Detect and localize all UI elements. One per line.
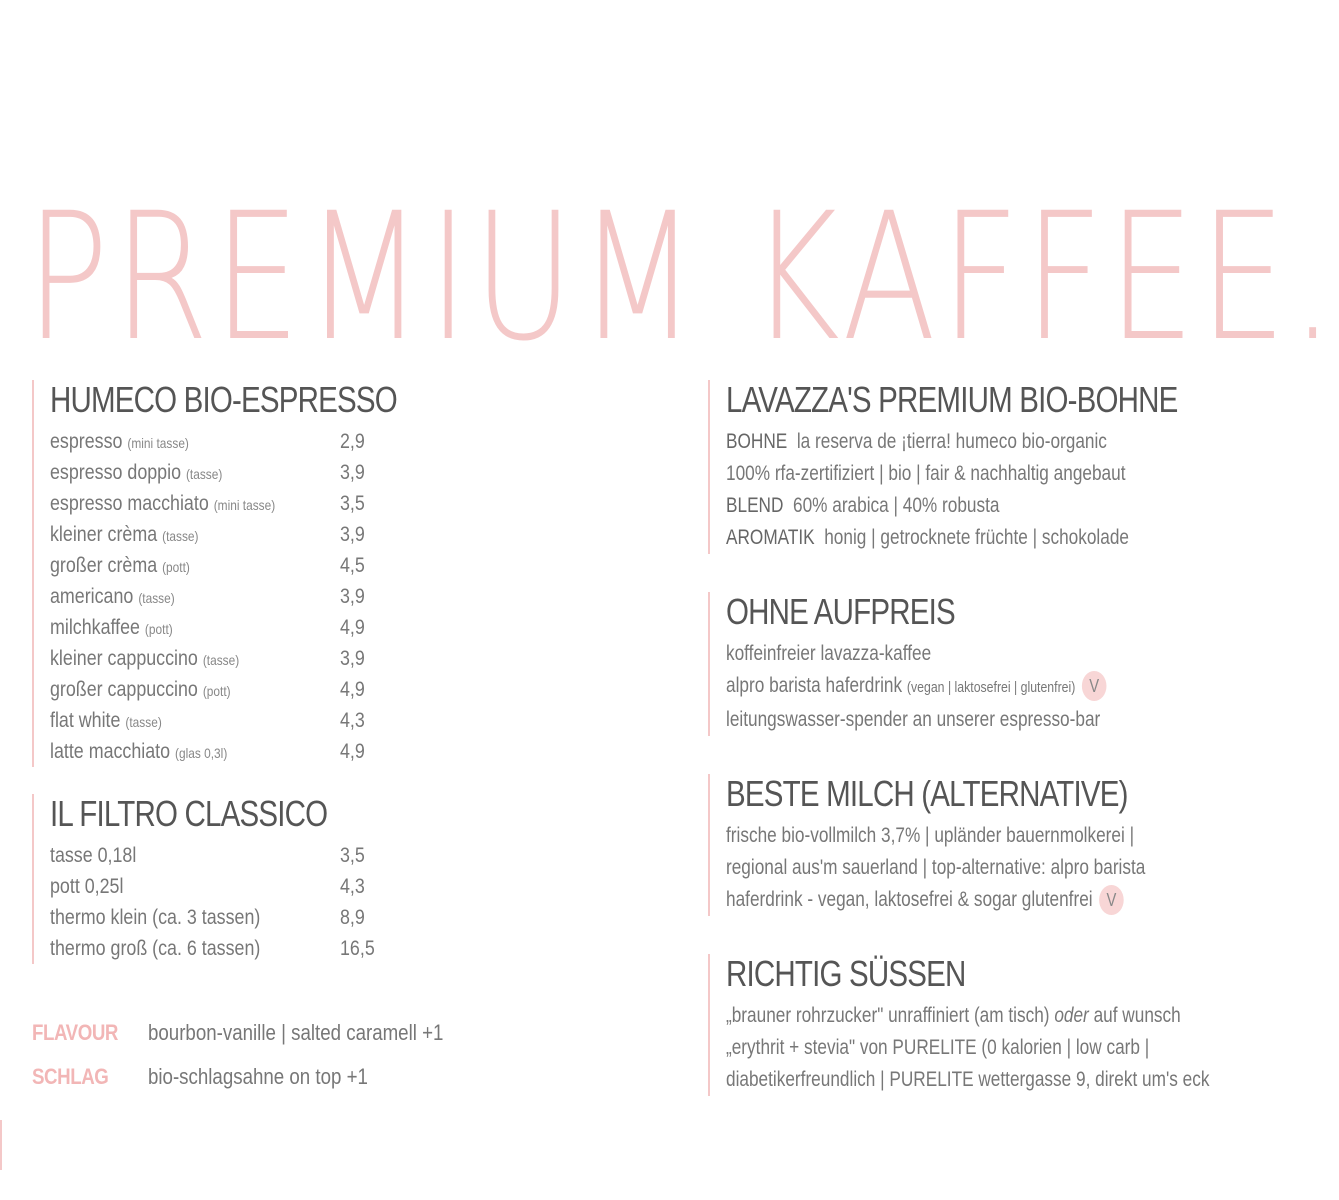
menu-item-price: 3,9 xyxy=(340,585,365,608)
menu-item xyxy=(50,426,430,457)
schlag-label: SCHLAG xyxy=(32,1064,109,1089)
menu-item-name xyxy=(50,488,275,521)
menu-item-price: 4,3 xyxy=(340,709,365,732)
menu-item-price: 3,9 xyxy=(340,523,365,546)
item-name: pott 0,25l xyxy=(50,875,124,898)
menu-item xyxy=(50,736,430,767)
milch-line-3-text: haferdrink - vegan, laktosefrei & sogar glutenfrei xyxy=(726,888,1093,911)
menu-item-price: 16,5 xyxy=(340,937,375,960)
suessen-line-3: diabetikerfreundlich | PURELITE wettergasse 9, direkt um's eck xyxy=(726,1068,1210,1091)
menu-item xyxy=(50,488,430,519)
espresso-section xyxy=(32,380,430,767)
item-name: thermo klein (ca. 3 tassen) xyxy=(50,906,261,929)
flavour-row xyxy=(32,1020,496,1046)
item-name: latte macchiato xyxy=(50,740,171,763)
blend-line xyxy=(726,490,1111,522)
item-note: (pott) xyxy=(144,621,173,637)
menu-item-price: 3,5 xyxy=(340,492,365,515)
menu-item-name xyxy=(50,902,260,933)
filtro-heading: IL FILTRO CLASSICO xyxy=(50,793,328,834)
suessen-line-1-a: „brauner rohrzucker" unraffiniert (am tisch) xyxy=(726,1004,1050,1027)
filtro-list xyxy=(50,840,430,964)
menu-item-price: 8,9 xyxy=(340,906,365,929)
item-name: tasse 0,18l xyxy=(50,844,137,867)
menu-item xyxy=(50,902,430,933)
item-note: (mini tasse) xyxy=(213,497,276,513)
flavour-text: bourbon-vanille | salted caramell +1 xyxy=(148,1020,444,1045)
menu-item xyxy=(50,519,430,550)
vegan-badge: V xyxy=(1082,671,1107,701)
menu-item-name xyxy=(50,581,175,614)
ohne-line-2-main: alpro barista haferdrink xyxy=(726,674,903,697)
milch-line-1: frische bio-vollmilch 3,7% | upländer bauernmolkerei | xyxy=(726,824,1135,847)
item-name: americano xyxy=(50,585,134,608)
item-name: milchkaffee xyxy=(50,616,140,639)
suessen-line-2: „erythrit + stevia" von PURELITE (0 kalorien | low carb | xyxy=(726,1036,1150,1059)
suessen-line-1-italic: oder xyxy=(1054,1004,1089,1027)
item-note: (mini tasse) xyxy=(127,435,189,451)
item-note: (tasse) xyxy=(138,590,175,606)
edge-mark xyxy=(0,1120,6,1170)
flavour-label: FLAVOUR xyxy=(32,1020,119,1045)
menu-item-price: 4,9 xyxy=(340,740,365,763)
item-name: flat white xyxy=(50,709,121,732)
ohne-line-2-note: (vegan | laktosefrei | glutenfrei) xyxy=(906,679,1076,696)
menu-item-price: 4,3 xyxy=(340,875,365,898)
ohne-line-1: koffeinfreier lavazza-kaffee xyxy=(726,642,932,665)
item-note: (pott) xyxy=(162,559,190,575)
menu-item-price: 2,9 xyxy=(340,430,365,453)
item-note: (tasse) xyxy=(125,714,162,730)
blend-label: BLEND xyxy=(726,494,784,517)
menu-item-name xyxy=(50,643,239,676)
menu-item-price: 4,9 xyxy=(340,678,365,701)
menu-item-name xyxy=(50,840,136,871)
item-name: großer crèma xyxy=(50,554,158,577)
schlag-text: bio-schlagsahne on top +1 xyxy=(148,1064,369,1089)
vegan-badge: V xyxy=(1099,885,1124,915)
menu-item-name xyxy=(50,519,198,552)
menu-item xyxy=(50,581,430,612)
menu-item-name xyxy=(50,933,260,964)
menu-item-name xyxy=(50,871,123,902)
milch-heading: BESTE MILCH (ALTERNATIVE) xyxy=(726,773,1128,814)
menu-item-name xyxy=(50,426,189,459)
item-name: espresso macchiato xyxy=(50,492,209,515)
item-note: (tasse) xyxy=(185,466,223,482)
menu-item-price: 3,9 xyxy=(340,461,365,484)
item-name: espresso xyxy=(50,430,123,453)
item-note: (pott) xyxy=(202,683,231,699)
menu-item-name xyxy=(50,705,162,738)
menu-item-name xyxy=(50,550,190,583)
milch-line-3 xyxy=(726,884,1117,916)
item-note: (tasse) xyxy=(202,652,240,668)
aromatik-label: AROMATIK xyxy=(726,526,815,549)
item-name: kleiner crèma xyxy=(50,523,158,546)
menu-item-price: 4,5 xyxy=(340,554,365,577)
menu-item-name xyxy=(50,612,173,645)
suessen-section xyxy=(708,953,1210,1096)
bohne-text: la reserva de ¡tierra! humeco bio-organic xyxy=(796,430,1107,453)
aromatik-text: honig | getrocknete früchte | schokolade xyxy=(824,526,1129,549)
lavazza-heading: LAVAZZA'S PREMIUM BIO-BOHNE xyxy=(726,379,1178,420)
ohne-line-3: leitungswasser-spender an unserer espresso-bar xyxy=(726,708,1101,731)
menu-item-price: 3,9 xyxy=(340,647,365,670)
suessen-line-1 xyxy=(726,1000,1181,1032)
menu-item xyxy=(50,612,430,643)
ohne-section xyxy=(708,592,1196,736)
menu-item-price: 4,9 xyxy=(340,616,365,639)
lavazza-section xyxy=(708,380,1196,554)
menu-item xyxy=(50,705,430,736)
menu-item-name xyxy=(50,457,222,490)
item-name: espresso doppio xyxy=(50,461,181,484)
menu-item xyxy=(50,871,430,902)
menu-item xyxy=(50,457,430,488)
certification-line: 100% rfa-zertifiziert | bio | fair & nachhaltig angebaut xyxy=(726,462,1126,485)
aromatik-line xyxy=(726,522,1129,554)
item-note: (glas 0,3l) xyxy=(175,745,228,761)
menu-item xyxy=(50,933,430,964)
item-name: thermo groß (ca. 6 tassen) xyxy=(50,937,261,960)
suessen-line-1-b: auf wunsch xyxy=(1093,1004,1181,1027)
filtro-section xyxy=(32,794,430,964)
item-note: (tasse) xyxy=(162,528,199,544)
menu-item-name xyxy=(50,736,227,769)
ohne-line-2 xyxy=(726,670,1111,704)
menu-item xyxy=(50,550,430,581)
bohne-label: BOHNE xyxy=(726,430,788,453)
suessen-heading: RICHTIG SÜSSEN xyxy=(726,953,966,994)
menu-item xyxy=(50,674,430,705)
milch-line-2: regional aus'm sauerland | top-alternative: alpro barista xyxy=(726,856,1146,879)
bohne-line xyxy=(726,426,1111,458)
menu-item-price: 3,5 xyxy=(340,844,365,867)
menu-item xyxy=(50,840,430,871)
blend-text: 60% arabica | 40% robusta xyxy=(792,494,1000,517)
item-name: großer cappuccino xyxy=(50,678,198,701)
milch-section xyxy=(708,774,1196,916)
schlag-row xyxy=(32,1064,407,1090)
menu-item-name xyxy=(50,674,231,707)
page-title: PREMIUM KAFFEE. xyxy=(26,175,1339,380)
espresso-heading: HUMECO BIO-ESPRESSO xyxy=(50,379,397,420)
item-name: kleiner cappuccino xyxy=(50,647,198,670)
ohne-heading: OHNE AUFPREIS xyxy=(726,591,955,632)
menu-item xyxy=(50,643,430,674)
espresso-list xyxy=(50,426,430,767)
